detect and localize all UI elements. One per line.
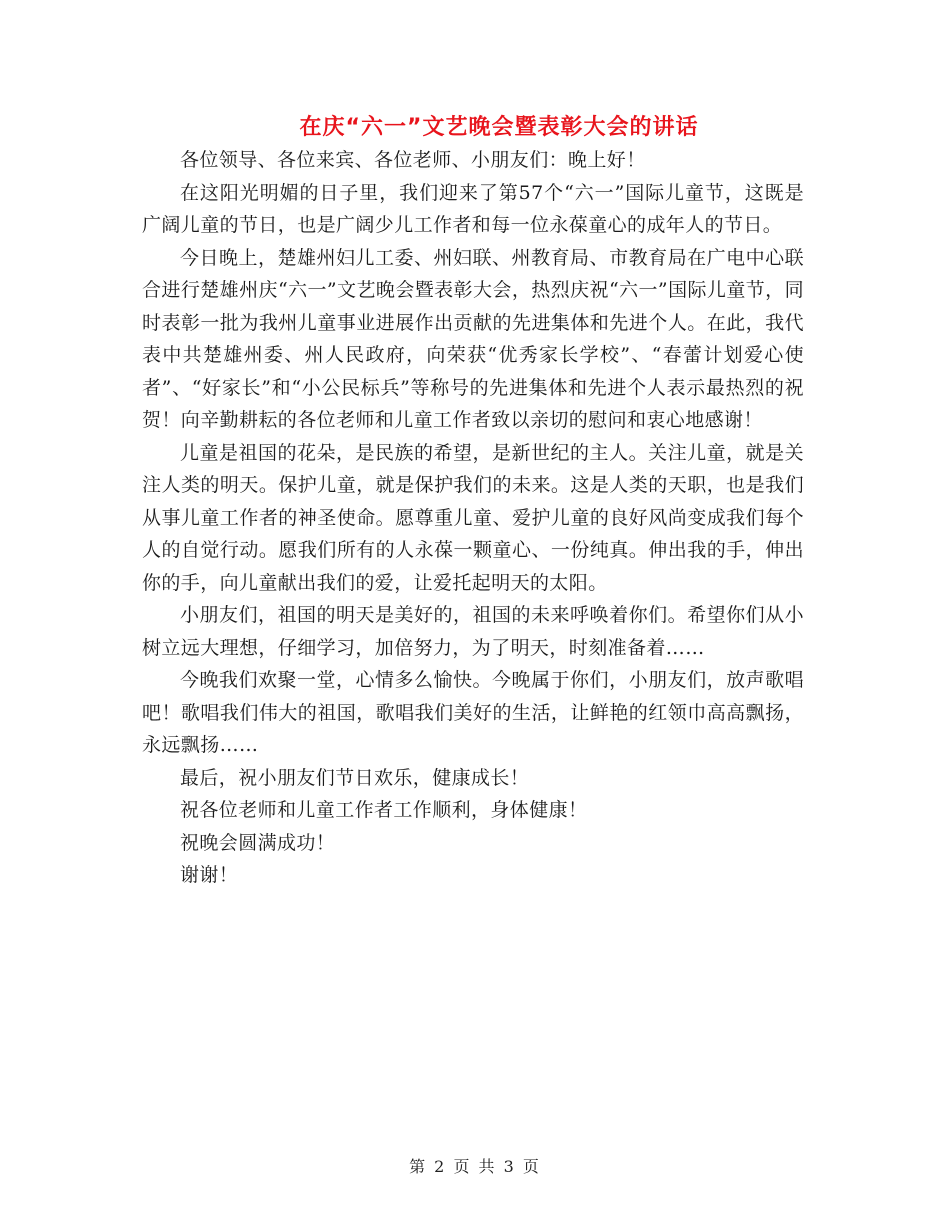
paragraph-celebration: 今晚我们欢聚一堂，心情多么愉快。今晚属于你们，小朋友们，放声歌唱吧！歌唱我们伟大的祖国，歌唱我们美好的生活，让鲜艳的红领巾高高飘扬，永远飘扬……: [142, 669, 804, 756]
paragraph-wish-gala: 祝晚会圆满成功！: [180, 831, 336, 854]
document-title: 在庆“六一”文艺晚会暨表彰大会的讲话: [299, 115, 699, 140]
paragraph-intro: 在这阳光明媚的日子里，我们迎来了第57个“六一”国际儿童节，这既是广阔儿童的节日，也是广阔少儿工作者和每一位永葆童心的成年人的节日。: [142, 181, 804, 236]
paragraph-hope: 小朋友们，祖国的明天是美好的，祖国的未来呼唤着你们。希望你们从小树立远大理想，仔细学习，加倍努力，为了明天，时刻准备着……: [142, 604, 804, 659]
paragraph-wish-children: 最后，祝小朋友们节日欢乐，健康成长！: [180, 766, 530, 789]
paragraph-children: 儿童是祖国的花朵，是民族的希望，是新世纪的主人。关注儿童，就是关注人类的明天。保护儿童，就是保护我们的未来。这是人类的天职，也是我们从事儿童工作者的神圣使命。愿尊重儿童、爱护儿童的良好风尚变成我们每个人的自觉行动。愿我们所有的人永葆一颗童心、一份纯真。伸出我的手，伸出你的手，向儿童献出我们的爱，让爱托起明天的太阳。: [142, 441, 804, 594]
paragraph-greeting: 各位领导、各位来宾、各位老师、小朋友们：晚上好！: [180, 149, 646, 171]
paragraph-thanks: 谢谢！: [180, 864, 239, 886]
paragraph-event: 今日晚上，楚雄州妇儿工委、州妇联、州教育局、市教育局在广电中心联合进行楚雄州庆“六一”文艺晚会暨表彰大会，热烈庆祝“六一”国际儿童节，同时表彰一批为我州儿童事业进展作出贡献的先进集体和先进个人。在此，我代表中共楚雄州委、州人民政府，向荣获“优秀家长学校”、“春蕾计划爱心使者”、“好家长”和“小公民标兵”等称号的先进集体和先进个人表示最热烈的祝贺！向辛勤耕耘的各位老师和儿童工作者致以亲切的慰问和衷心地感谢！: [142, 246, 804, 431]
page-number: 第 2 页 共 3 页: [409, 1157, 541, 1176]
paragraph-wish-teachers: 祝各位老师和儿童工作者工作顺利，身体健康！: [180, 799, 588, 821]
document-body: [142, 144, 804, 892]
